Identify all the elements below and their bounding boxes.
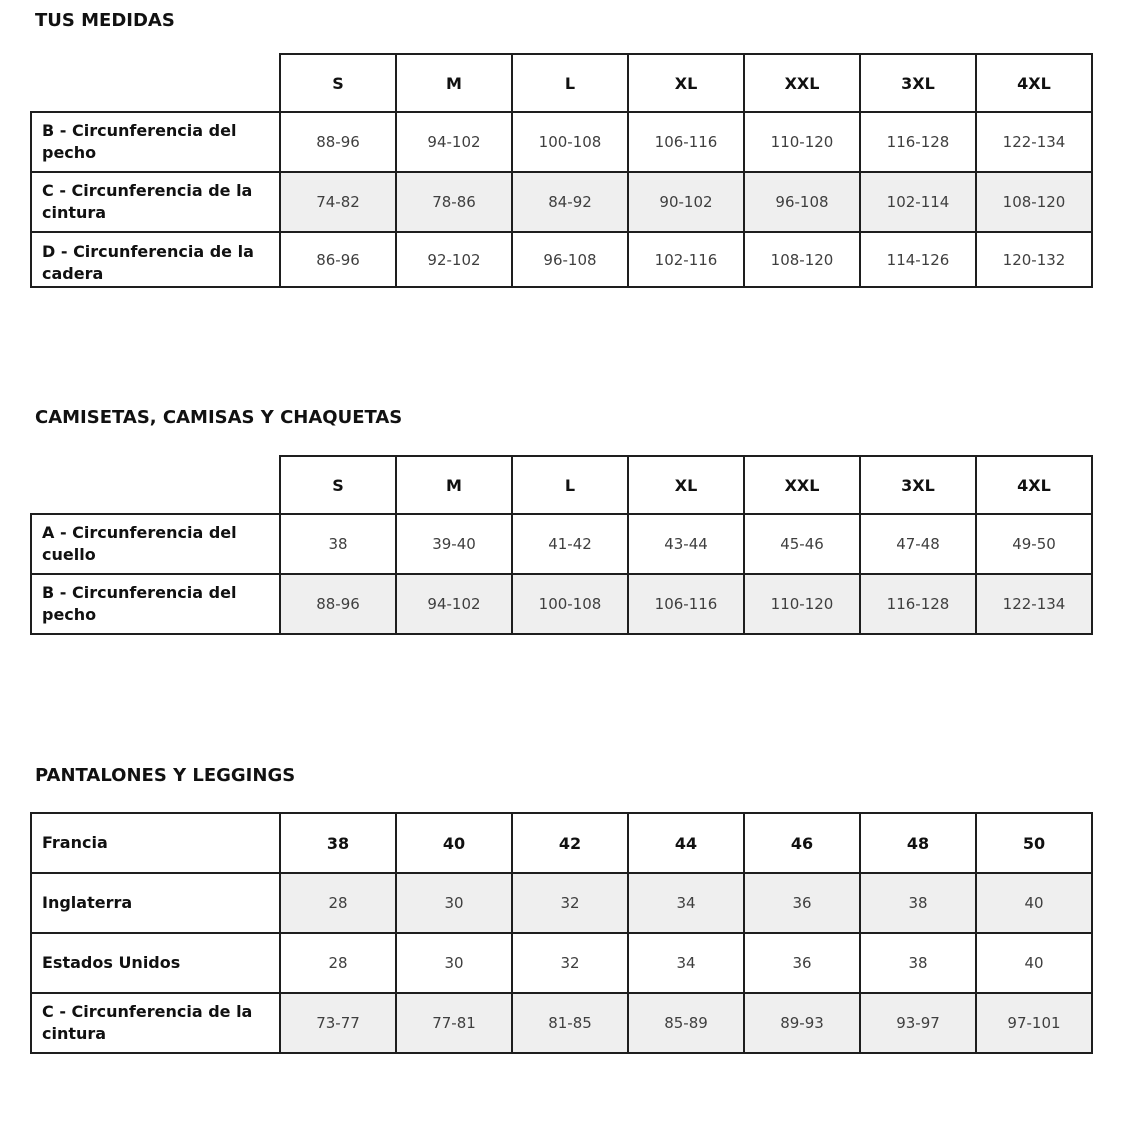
size-value-cell: 89-93 [744, 993, 860, 1053]
size-header-cell: XL [628, 456, 744, 514]
size-value-cell: 120-132 [976, 232, 1092, 287]
row-label-cell: B - Circunferencia del pecho [31, 574, 280, 634]
size-header-cell: 3XL [860, 456, 976, 514]
row-label-cell: A - Circunferencia del cuello [31, 514, 280, 574]
table-row [31, 172, 1092, 232]
size-value-cell: 86-96 [280, 232, 396, 287]
size-value-cell: 40 [396, 813, 512, 873]
section-tus-medidas [0, 0, 1140, 288]
size-header-cell: S [280, 456, 396, 514]
size-value-cell: 36 [744, 933, 860, 993]
size-value-cell: 32 [512, 933, 628, 993]
size-value-cell: 110-120 [744, 112, 860, 172]
size-value-cell: 85-89 [628, 993, 744, 1053]
size-value-cell: 43-44 [628, 514, 744, 574]
size-value-cell: 41-42 [512, 514, 628, 574]
size-value-cell: 106-116 [628, 112, 744, 172]
size-table-pantalones [30, 812, 1093, 1054]
table-row [31, 112, 1092, 172]
size-value-cell: 28 [280, 933, 396, 993]
table-row [31, 514, 1092, 574]
size-header-cell: XXL [744, 456, 860, 514]
size-value-cell: 110-120 [744, 574, 860, 634]
size-header-cell: XXL [744, 54, 860, 112]
size-value-cell: 38 [860, 873, 976, 933]
size-value-cell: 50 [976, 813, 1092, 873]
size-value-cell: 100-108 [512, 112, 628, 172]
section-title: TUS MEDIDAS [35, 10, 175, 31]
size-value-cell: 96-108 [744, 172, 860, 232]
size-value-cell: 81-85 [512, 993, 628, 1053]
size-header-cell: 4XL [976, 54, 1092, 112]
size-value-cell: 46 [744, 813, 860, 873]
size-value-cell: 94-102 [396, 574, 512, 634]
size-value-cell: 38 [280, 813, 396, 873]
size-value-cell: 77-81 [396, 993, 512, 1053]
size-value-cell: 73-77 [280, 993, 396, 1053]
table-row [31, 574, 1092, 634]
size-value-cell: 90-102 [628, 172, 744, 232]
row-label-cell: B - Circunferencia del pecho [31, 112, 280, 172]
size-value-cell: 108-120 [744, 232, 860, 287]
row-label-cell: Inglaterra [31, 873, 280, 933]
size-value-cell: 96-108 [512, 232, 628, 287]
section-camisetas [0, 288, 1140, 635]
size-header-cell: 4XL [976, 456, 1092, 514]
size-value-cell: 32 [512, 873, 628, 933]
size-value-cell: 114-126 [860, 232, 976, 287]
header-spacer-cell [31, 54, 280, 112]
size-value-cell: 102-116 [628, 232, 744, 287]
size-value-cell: 122-134 [976, 574, 1092, 634]
row-label-cell [31, 232, 280, 287]
size-value-cell: 84-92 [512, 172, 628, 232]
section-title: CAMISETAS, CAMISAS Y CHAQUETAS [35, 407, 403, 428]
size-header-cell: M [396, 54, 512, 112]
table-header-row [31, 54, 1092, 112]
size-header-cell: L [512, 456, 628, 514]
size-value-cell: 74-82 [280, 172, 396, 232]
table-row [31, 813, 1092, 873]
size-table-camisetas [30, 455, 1093, 635]
size-value-cell: 100-108 [512, 574, 628, 634]
size-value-cell: 102-114 [860, 172, 976, 232]
size-value-cell: 49-50 [976, 514, 1092, 574]
size-header-cell: 3XL [860, 54, 976, 112]
size-value-cell: 44 [628, 813, 744, 873]
table-row [31, 933, 1092, 993]
size-value-cell: 38 [280, 514, 396, 574]
size-value-cell: 40 [976, 933, 1092, 993]
size-value-cell: 36 [744, 873, 860, 933]
row-label-cell: Estados Unidos [31, 933, 280, 993]
size-header-cell: M [396, 456, 512, 514]
size-value-cell: 38 [860, 933, 976, 993]
header-spacer-cell [31, 456, 280, 514]
row-label-cell: Francia [31, 813, 280, 873]
size-value-cell: 116-128 [860, 112, 976, 172]
size-value-cell: 28 [280, 873, 396, 933]
size-header-cell: S [280, 54, 396, 112]
size-value-cell: 48 [860, 813, 976, 873]
size-value-cell: 30 [396, 873, 512, 933]
size-value-cell: 30 [396, 933, 512, 993]
size-value-cell: 88-96 [280, 112, 396, 172]
size-value-cell: 47-48 [860, 514, 976, 574]
size-value-cell: 97-101 [976, 993, 1092, 1053]
size-value-cell: 39-40 [396, 514, 512, 574]
section-pantalones [0, 635, 1140, 1054]
size-value-cell: 92-102 [396, 232, 512, 287]
size-value-cell: 42 [512, 813, 628, 873]
size-header-cell: L [512, 54, 628, 112]
table-row [31, 232, 1092, 287]
size-table-tus-medidas [30, 53, 1093, 288]
size-value-cell: 88-96 [280, 574, 396, 634]
row-label-cell: C - Circunferencia de la cintura [31, 993, 280, 1053]
size-value-cell: 93-97 [860, 993, 976, 1053]
size-value-cell: 108-120 [976, 172, 1092, 232]
size-value-cell: 106-116 [628, 574, 744, 634]
table-row [31, 993, 1092, 1053]
size-value-cell: 40 [976, 873, 1092, 933]
size-value-cell: 94-102 [396, 112, 512, 172]
row-label-cell: C - Circunferencia de la cintura [31, 172, 280, 232]
table-row [31, 873, 1092, 933]
size-value-cell: 78-86 [396, 172, 512, 232]
size-value-cell: 34 [628, 873, 744, 933]
table-header-row [31, 456, 1092, 514]
size-header-cell: XL [628, 54, 744, 112]
size-value-cell: 116-128 [860, 574, 976, 634]
size-value-cell: 45-46 [744, 514, 860, 574]
section-title: PANTALONES Y LEGGINGS [35, 765, 296, 786]
row-label-clipped-text: D - Circunferencia de la cadera [42, 242, 254, 280]
size-value-cell: 34 [628, 933, 744, 993]
size-value-cell: 122-134 [976, 112, 1092, 172]
